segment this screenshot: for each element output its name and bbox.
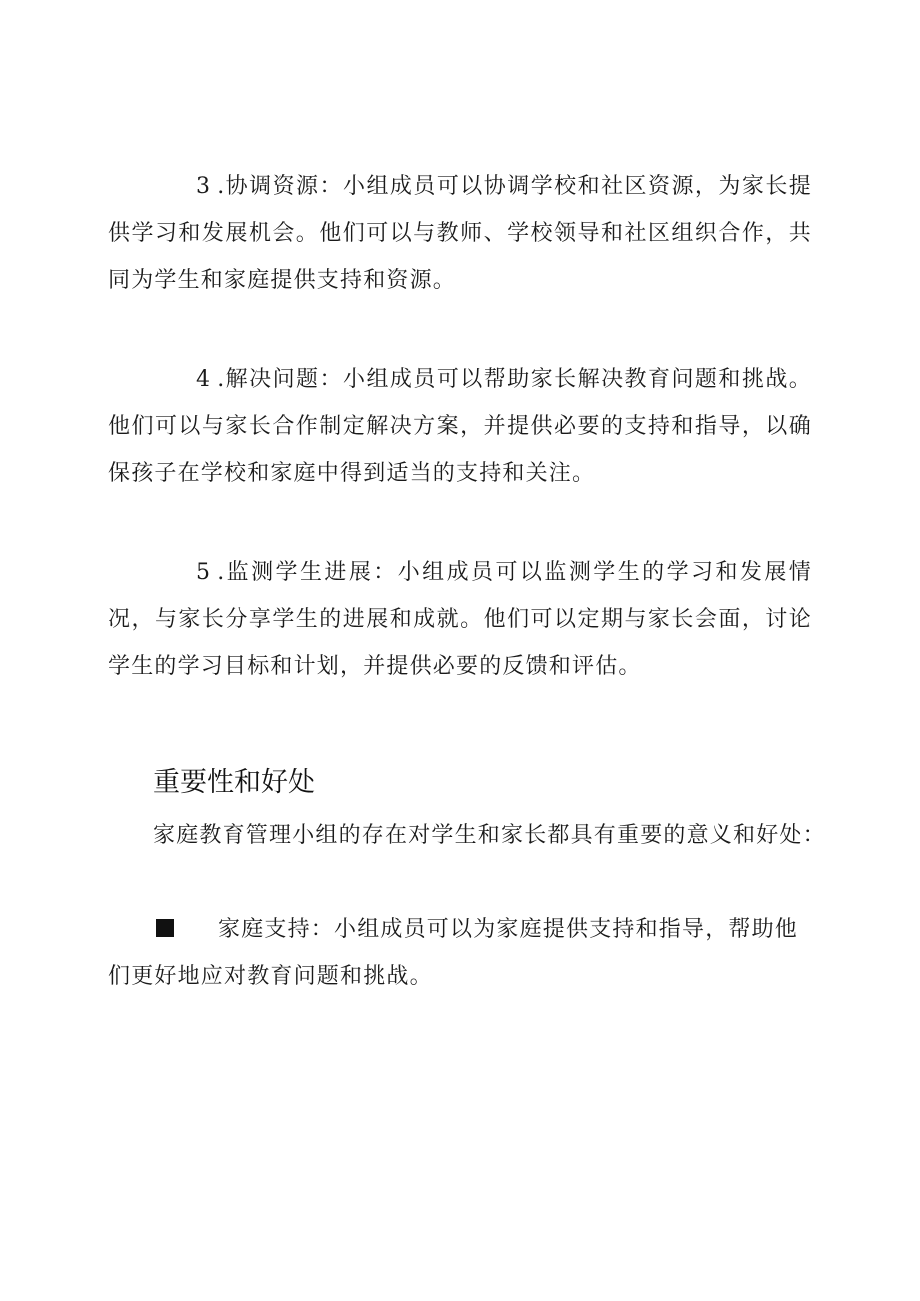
list-item-number: 3 <box>196 174 212 199</box>
section-intro: 家庭教育管理小组的存在对学生和家长都具有重要的意义和好处： <box>153 823 826 848</box>
list-item-number: 5 <box>196 560 212 585</box>
section-heading: 重要性和好处 <box>153 767 315 798</box>
list-item-4 <box>108 356 812 497</box>
square-bullet-icon <box>156 919 174 937</box>
bullet-item-text: 家庭支持：小组成员可以为家庭提供支持和指导，帮助他们更好地应对教育问题和挑战。 <box>108 917 799 989</box>
list-item-text: .协调资源：小组成员可以协调学校和社区资源，为家长提供学习和发展机会。他们可以与教师、学校领导和社区组织合作，共同为学生和家庭提供支持和资源。 <box>108 174 812 293</box>
list-item-number: 4 <box>196 367 212 392</box>
list-item-text: .监测学生进展：小组成员可以监测学生的学习和发展情况，与家长分享学生的进展和成就。他们可以定期与家长会面，讨论学生的学习目标和计划，并提供必要的反馈和评估。 <box>108 560 812 679</box>
list-item-text: .解决问题：小组成员可以帮助家长解决教育问题和挑战。他们可以与家长合作制定解决方案，并提供必要的支持和指导，以确保孩子在学校和家庭中得到适当的支持和关注。 <box>108 367 812 486</box>
list-item-3 <box>108 163 812 304</box>
list-item-5 <box>108 549 812 690</box>
bullet-item <box>108 906 812 1000</box>
